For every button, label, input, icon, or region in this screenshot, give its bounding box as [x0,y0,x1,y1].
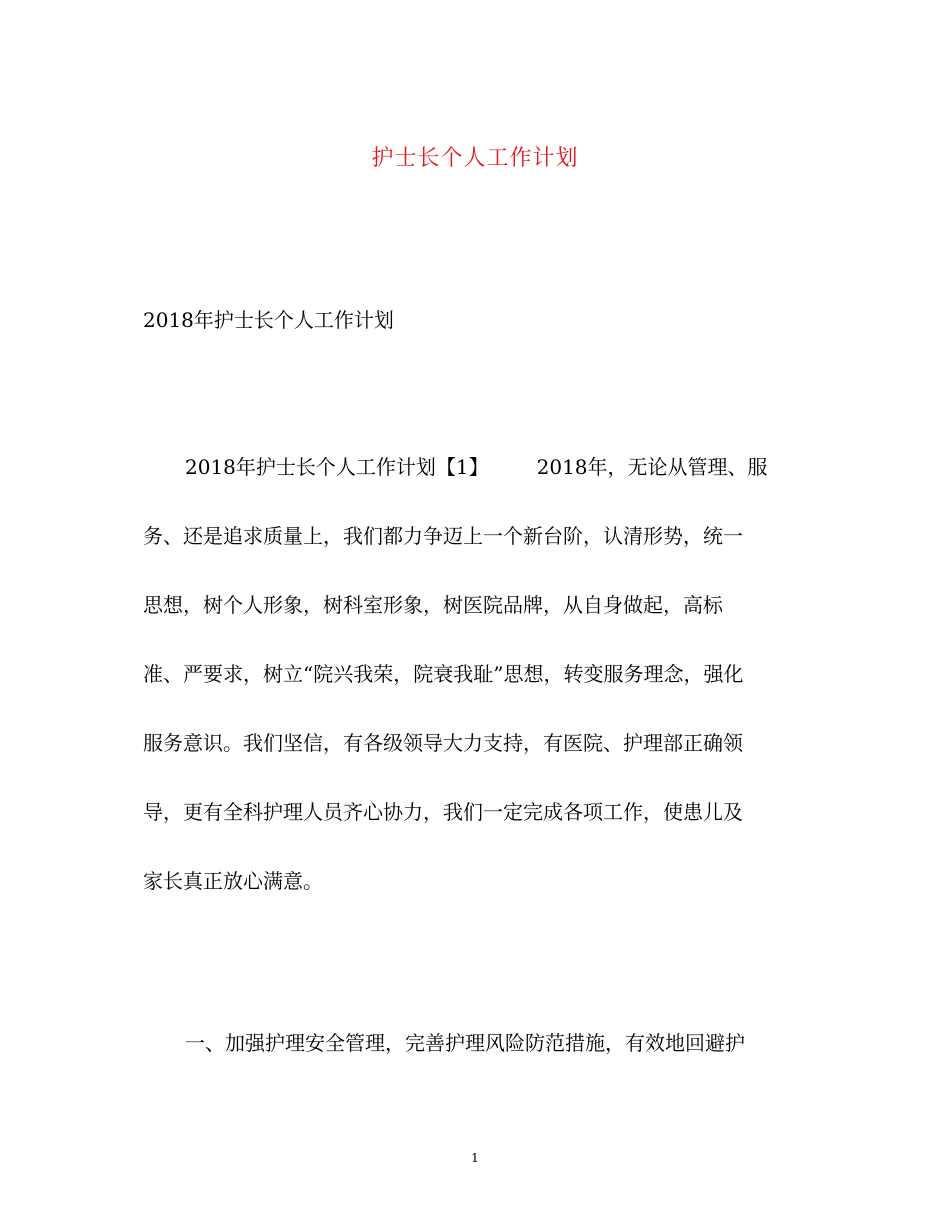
paragraph-2-line-1: 一、加强护理安全管理，完善护理风险防范措施，有效地回避护 [185,1031,745,1055]
page-number: 1 [471,1151,479,1165]
paragraph-1-line-4: 准、严要求，树立“院兴我荣，院衰我耻”思想，转变服务理念，强化 [143,662,744,686]
paragraph-1 [143,452,801,935]
paragraph-1-line-1-text: 2018年，无论从管理、服 [536,455,768,479]
paragraph-1-line-7: 家长真正放心满意。 [143,869,323,893]
document-title: 护士长个人工作计划 [371,146,579,171]
paragraph-2 [143,1028,801,1097]
paragraph-1-line-1 [143,452,801,521]
paragraph-1-line-5: 服务意识。我们坚信，有各级领导大力支持，有医院、护理部正确领 [143,731,743,755]
paragraph-1-line-6: 导，更有全科护理人员齐心协力，我们一定完成各项工作，使患儿及 [143,800,743,824]
paragraph-1-line-2: 务、还是追求质量上，我们都力争迈上一个新台阶，认清形势，统一 [143,524,743,548]
paragraph-1-heading: 2018年护士长个人工作计划【1】 [185,455,489,479]
paragraph-1-line-3: 思想，树个人形象，树科室形象，树医院品牌，从自身做起，高标 [143,593,723,617]
document-subtitle: 2018年护士长个人工作计划 [143,308,394,332]
